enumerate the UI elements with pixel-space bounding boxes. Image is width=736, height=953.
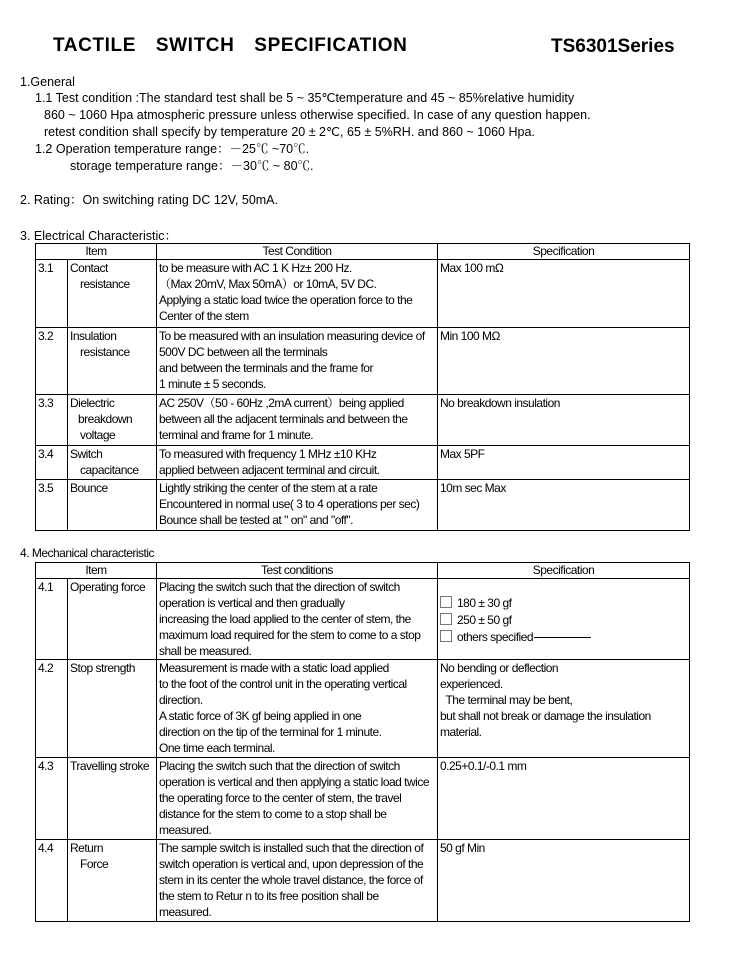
spec-cell: [438, 660, 690, 758]
row-number: 4.3: [36, 758, 68, 840]
checkbox-180gf[interactable]: [440, 596, 452, 608]
spec-text: experienced.: [440, 677, 503, 691]
condition-text: Applying a static load twice the operation force to the: [159, 293, 413, 307]
item-text: Stop strength: [70, 661, 135, 675]
spec-cell: [438, 446, 690, 480]
row-number: 3.4: [36, 446, 68, 480]
condition-cell: [157, 660, 438, 758]
condition-text: 500V DC between all the terminals: [159, 345, 328, 359]
table-row: [36, 758, 690, 840]
col-header-specification: Specification: [438, 563, 690, 579]
general-line-5: storage temperature range：－30℃ ~ 80℃.: [70, 159, 314, 173]
table-row: [36, 579, 690, 660]
item-text: Bounce: [70, 481, 108, 495]
condition-text: operation is vertical and then gradually: [159, 596, 345, 610]
item-text: resistance: [80, 277, 130, 291]
checkbox-others[interactable]: [440, 630, 452, 642]
condition-cell: [157, 579, 438, 660]
spec-cell: [438, 840, 690, 922]
condition-text: Placing the switch such that the direction of switch: [159, 580, 400, 594]
condition-cell: [157, 328, 438, 395]
condition-text: Encountered in normal use( 3 to 4 operations per sec): [159, 497, 420, 511]
row-number: 4.1: [36, 579, 68, 660]
condition-text: switch operation is vertical and, upon depression of the: [159, 857, 424, 871]
general-line-1: 1.1 Test condition :The standard test shall be 5 ~ 35℃temperature and 45 ~ 85%relative humidity: [35, 91, 575, 105]
condition-text: stem in its center the whole travel distance, the force of: [159, 873, 423, 887]
item-text: Insulation: [70, 329, 117, 343]
condition-text: Measurement is made with a static load applied: [159, 661, 389, 675]
spec-text: Max 100 mΩ: [440, 261, 504, 275]
option-label: 180 ± 30 gf: [457, 596, 512, 610]
col-header-test-conditions: Test conditions: [157, 563, 438, 579]
spec-text: but shall not break or damage the insulation: [440, 709, 651, 723]
condition-text: operation is vertical and then applying a static load twice: [159, 775, 430, 789]
condition-cell: [157, 840, 438, 922]
table-row: [36, 328, 690, 395]
item-text: Operating force: [70, 580, 146, 594]
row-number: 3.1: [36, 260, 68, 328]
item-cell: [68, 395, 157, 446]
table-header-row: [36, 244, 690, 260]
series-name: TS6301Series: [551, 36, 675, 57]
condition-text: The sample switch is installed such that the direction of: [159, 841, 424, 855]
col-header-test-condition: Test Condition: [157, 244, 438, 260]
table-row: [36, 660, 690, 758]
spec-text: Max 5PF: [440, 447, 485, 461]
condition-text: between all the adjacent terminals and between the: [159, 412, 408, 426]
condition-text: terminal and frame for 1 minute.: [159, 428, 314, 442]
row-number: 4.4: [36, 840, 68, 922]
spec-text: 50 gf Min: [440, 841, 485, 855]
col-header-item: Item: [36, 244, 157, 260]
row-number: 3.2: [36, 328, 68, 395]
condition-text: 1 minute ± 5 seconds.: [159, 377, 266, 391]
item-cell: [68, 840, 157, 922]
spec-text: No breakdown insulation: [440, 396, 560, 410]
option-180gf[interactable]: [440, 595, 687, 612]
condition-text: A static force of 3K gf being applied in one: [159, 709, 362, 723]
item-cell: [68, 660, 157, 758]
spec-text: 10m sec Max: [440, 481, 506, 495]
condition-text: the operating force to the center of stem, the travel: [159, 791, 402, 805]
electrical-table: [35, 243, 690, 531]
condition-text: increasing the load applied to the center of stem, the: [159, 612, 411, 626]
row-number: 4.2: [36, 660, 68, 758]
spec-text: Min 100 MΩ: [440, 329, 500, 343]
condition-text: to be measure with AC 1 K Hz± 200 Hz.: [159, 261, 352, 275]
spec-text: 0.25+0.1/-0.1 mm: [440, 759, 527, 773]
table-header-row: [36, 563, 690, 579]
condition-text: and between the terminals and the frame for: [159, 361, 373, 375]
condition-cell: [157, 480, 438, 531]
item-cell: [68, 260, 157, 328]
condition-cell: [157, 395, 438, 446]
condition-text: measured.: [159, 823, 212, 837]
item-text: capacitance: [80, 463, 139, 477]
condition-text: to the foot of the control unit in the operating vertical: [159, 677, 407, 691]
condition-text: maximum load required for the stem to come to a stop: [159, 628, 421, 642]
condition-cell: [157, 446, 438, 480]
table-row: [36, 840, 690, 922]
option-label: 250 ± 50 gf: [457, 613, 512, 627]
spec-cell: [438, 579, 690, 660]
general-heading: 1.General: [20, 75, 75, 89]
item-text: Contact: [70, 261, 108, 275]
condition-text: direction.: [159, 693, 203, 707]
spec-text: No bending or deflection: [440, 661, 559, 675]
condition-text: Bounce shall be tested at " on" and "off".: [159, 513, 353, 527]
electrical-heading: 3. Electrical Characteristic：: [20, 229, 177, 243]
item-cell: [68, 328, 157, 395]
general-line-4: 1.2 Operation temperature range：－25℃ ~70℃.: [35, 142, 310, 156]
condition-text: the stem to Retur n to its free position shall be: [159, 889, 379, 903]
col-header-specification: Specification: [438, 244, 690, 260]
condition-text: applied between adjacent terminal and circuit.: [159, 463, 380, 477]
table-row: [36, 480, 690, 531]
condition-text: distance for the stem to come to a stop shall be: [159, 807, 387, 821]
condition-cell: [157, 758, 438, 840]
spec-text: material.: [440, 725, 482, 739]
general-line-2: 860 ~ 1060 Hpa atmospheric pressure unless otherwise specified. In case of any question happen.: [44, 108, 591, 122]
item-text: Return: [70, 841, 104, 855]
condition-text: direction on the tip of the terminal for 1 minute.: [159, 725, 382, 739]
rating-line: 2. Rating：On switching rating DC 12V, 50mA.: [20, 193, 278, 207]
table-row: [36, 260, 690, 328]
spec-cell: [438, 758, 690, 840]
option-others[interactable]: [440, 629, 687, 646]
condition-text: Center of the stem: [159, 309, 249, 323]
option-250gf[interactable]: [440, 612, 687, 629]
condition-text: measured.: [159, 905, 212, 919]
document-title: TACTILE SWITCH SPECIFICATION: [53, 35, 408, 56]
spec-cell: [438, 480, 690, 531]
condition-text: One time each terminal.: [159, 741, 275, 755]
item-cell: [68, 579, 157, 660]
col-header-item: Item: [36, 563, 157, 579]
item-text: voltage: [80, 428, 116, 442]
mechanical-table: [35, 562, 690, 922]
checkbox-250gf[interactable]: [440, 613, 452, 625]
general-line-3: retest condition shall specify by temperature 20 ± 2℃, 65 ± 5%RH. and 860 ~ 1060 Hpa.: [44, 125, 535, 139]
spec-cell: [438, 395, 690, 446]
mechanical-heading: 4. Mechanical characteristic: [20, 546, 155, 560]
condition-text: Placing the switch such that the direction of switch: [159, 759, 400, 773]
item-text: Switch: [70, 447, 103, 461]
item-text: breakdown: [78, 412, 133, 426]
spec-cell: [438, 260, 690, 328]
item-text: Force: [80, 857, 109, 871]
row-number: 3.5: [36, 480, 68, 531]
condition-text: （Max 20mV, Max 50mA）or 10mA, 5V DC.: [159, 277, 377, 291]
option-label: others specified: [457, 630, 534, 644]
item-text: Travelling stroke: [70, 759, 150, 773]
spec-cell: [438, 328, 690, 395]
condition-text: shall be measured.: [159, 644, 252, 658]
table-row: [36, 446, 690, 480]
item-cell: [68, 446, 157, 480]
table-row: [36, 395, 690, 446]
condition-text: To be measured with an insulation measuring device of: [159, 329, 425, 343]
item-cell: [68, 758, 157, 840]
row-number: 3.3: [36, 395, 68, 446]
item-text: Dielectric: [70, 396, 115, 410]
fill-in-line: [534, 637, 591, 638]
item-text: resistance: [80, 345, 130, 359]
condition-cell: [157, 260, 438, 328]
condition-text: Lightly striking the center of the stem at a rate: [159, 481, 378, 495]
item-cell: [68, 480, 157, 531]
spec-text: The terminal may be bent,: [440, 693, 573, 707]
condition-text: To measured with frequency 1 MHz ±10 KHz: [159, 447, 377, 461]
condition-text: AC 250V（50 - 60Hz ,2mA current）being applied: [159, 396, 404, 410]
